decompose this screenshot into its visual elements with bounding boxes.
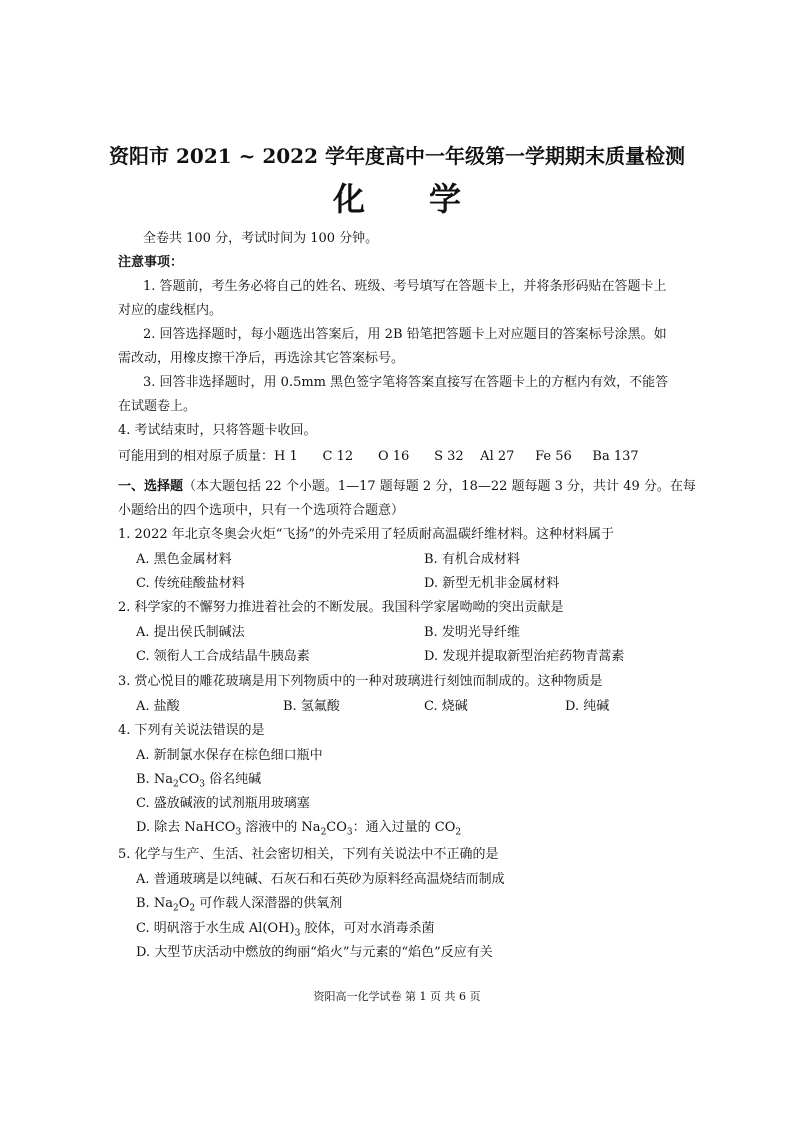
section-1-heading-line-2: 小题给出的四个选项中，只有一个选项符合题意） (118, 503, 405, 518)
question-2-option-c: C. 领衔人工合成结晶牛胰岛素 (136, 649, 310, 664)
question-4-stem: 4. 下列有关说法错误的是 (118, 723, 265, 738)
note-1-line-2: 对应的虚线框内。 (118, 303, 223, 318)
question-1-option-d: D. 新型无机非金属材料 (424, 576, 560, 591)
question-4-option-b: B. $Na_2CO_3$ 俗名纯碱 (136, 772, 262, 790)
question-3-option-d: D. 纯碱 (565, 699, 610, 714)
exam-title: 资阳市 2021 ~ 2022 学年度高中一年级第一学期期末质量检测 (109, 144, 685, 168)
note-1-line-1: 1. 答题前，考生务必将自己的姓名、班级、考号填写在答题卡上，并将条形码贴在答题卡上 (143, 279, 667, 294)
question-5-option-c: C. 明矾溶于水生成 $Al(OH)_3$ 胶体，可对水消毒杀菌 (136, 921, 435, 939)
subject-title: 化学 (332, 180, 525, 218)
question-3-option-c: C. 烧碱 (424, 699, 468, 714)
question-5-option-b: B. $Na_2O_2$ 可作载人深潜器的供氧剂 (136, 896, 343, 914)
question-4-option-c: C. 盛放碱液的试剂瓶用玻璃塞 (136, 796, 310, 811)
note-2-line-2: 需改动，用橡皮擦干净后，再选涂其它答案标号。 (118, 351, 405, 366)
note-4: 4. 考试结束时，只将答题卡收回。 (118, 423, 317, 438)
question-3-option-a: A. 盐酸 (136, 699, 180, 714)
question-3-stem: 3. 赏心悦目的雕花玻璃是用下列物质中的一种对玻璃进行刻蚀而制成的。这种物质是 (118, 674, 603, 689)
question-4-option-a: A. 新制氯水保存在棕色细口瓶中 (136, 748, 323, 763)
question-2-option-d: D. 发现并提取新型治疟药物青蒿素 (424, 649, 625, 664)
question-5-stem: 5. 化学与生产、生活、社会密切相关，下列有关说法中不正确的是 (118, 847, 499, 862)
section-1-label: 一、选择题 (118, 479, 184, 494)
question-5-option-d: D. 大型节庆活动中燃放的绚丽“焰火”与元素的“焰色”反应有关 (136, 945, 493, 960)
question-2-option-b: B. 发明光导纤维 (424, 625, 520, 640)
atomic-mass-line: 可能用到的相对原子质量：H 1 C 12 O 16 S 32 Al 27 Fe 56 Ba 137 (118, 449, 639, 464)
question-1-option-a: A. 黑色金属材料 (136, 552, 232, 567)
question-5-option-a: A. 普通玻璃是以纯碱、石灰石和石英砂为原料经高温烧结而制成 (136, 872, 505, 887)
note-3-line-1: 3. 回答非选择题时，用 0.5mm 黑色签字笔将答案直接写在答题卡上的方框内有效，不能答 (143, 375, 669, 390)
question-1-stem: 1. 2022 年北京冬奥会火炬“飞扬”的外壳采用了轻质耐高温碳纤维材料。这种材料属于 (118, 527, 615, 542)
page-footer: 资阳高一化学试卷 第 1 页 共 6 页 (313, 990, 481, 1003)
question-2-option-a: A. 提出侯氏制碱法 (136, 625, 245, 640)
question-3-option-b: B. 氢氟酸 (283, 699, 340, 714)
question-1-option-c: C. 传统硅酸盐材料 (136, 576, 245, 591)
section-1-instructions: （本大题包括 22 个小题。1—17 题每题 2 分，18—22 题每题 3 分，共计 49 分。在每 (183, 479, 696, 494)
section-1-heading (118, 478, 696, 496)
question-4-option-d: D. 除去 NaHCO$_3$ 溶液中的 $Na_2CO_3$：通入过量的 $CO_2$ (136, 820, 462, 838)
note-2-line-1: 2. 回答选择题时，每小题选出答案后，用 2B 铅笔把答题卡上对应题目的答案标号涂黑。如 (143, 327, 667, 342)
note-3-line-2: 在试题卷上。 (118, 399, 197, 414)
question-1-option-b: B. 有机合成材料 (424, 552, 520, 567)
exam-info: 全卷共 100 分，考试时间为 100 分钟。 (143, 231, 379, 246)
notes-heading: 注意事项： (118, 255, 184, 270)
question-2-stem: 2. 科学家的不懈努力推进着社会的不断发展。我国科学家屠呦呦的突出贡献是 (118, 600, 564, 615)
